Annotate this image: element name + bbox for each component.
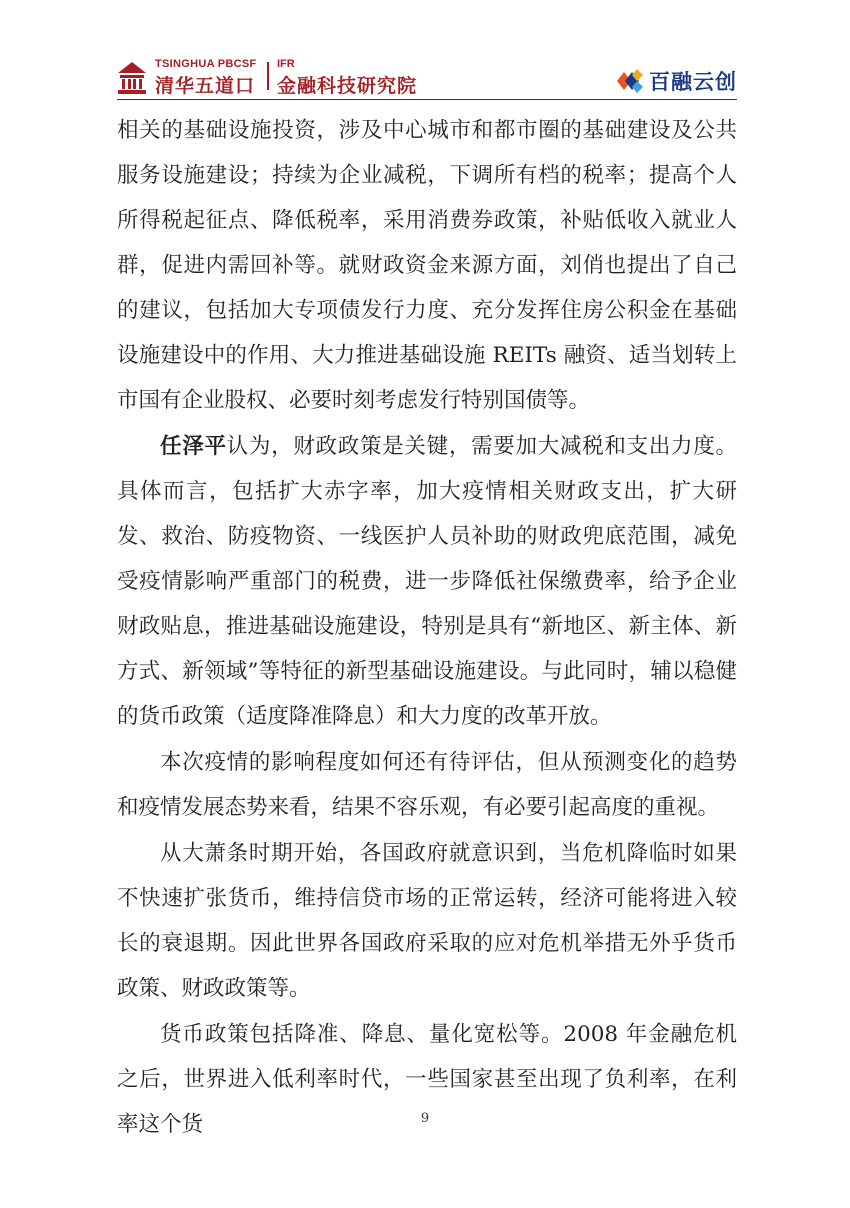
- ifr-logo-en: IFR: [277, 58, 295, 70]
- bairong-mark-icon: [615, 68, 645, 94]
- paragraph-text: 相关的基础设施投资，涉及中心城市和都市圈的基础建设及公共服务设施建设；持续为企业减税，下调所有档的税率；提高个人所得税起征点、降低税率，采用消费券政策，补贴低收入就业人群，促进内需回补等。就财政资金来源方面，刘俏也提出了自己的建议，包括加大专项债发行力度、充分发挥住房公积金在基础设施建设中的作用、大力推进基础设施 REITs 融资、适当划转上市国有企业股权、必要时刻考虑发行特别国债等。: [117, 118, 737, 413]
- paragraph-1: [117, 108, 737, 423]
- paragraph-text: 从大萧条时期开始，各国政府就意识到，当危机降临时如果不快速扩张货币，维持信贷市场的正常运转，经济可能将进入较长的衰退期。因此世界各国政府采取的应对危机举措无外乎货币政策、财政政策等。: [117, 841, 737, 1001]
- logo-text-en: TSINGHUA PBCSF: [155, 58, 257, 70]
- logo-divider: [267, 62, 269, 90]
- document-body: [117, 108, 737, 1148]
- bairong-logo: [615, 66, 737, 96]
- paragraph-2: [117, 424, 737, 739]
- page-number: 9: [420, 1111, 430, 1126]
- paragraph-3: [117, 740, 737, 830]
- bairong-logo-text: 百融云创: [649, 70, 737, 94]
- paragraph-text: 认为，财政政策是关键，需要加大减税和支出力度。具体而言，包括扩大赤字率，加大疫情相关财政支出，扩大研发、救治、防疫物资、一线医护人员补助的财政兜底范围，减免受疫情影响严重部门的税费，进一步降低社保缴费率，给予企业财政贴息，推进基础设施建设，特别是具有“新地区、新主体、新方式、新领域”等特征的新型基础设施建设。与此同时，辅以稳健的货币政策（适度降准降息）和大力度的改革开放。: [117, 434, 737, 729]
- header-divider: [117, 99, 737, 100]
- tsinghua-emblem-icon: [117, 61, 147, 95]
- logo-text-cn: 清华五道口: [155, 75, 256, 97]
- ifr-logo-cn: 金融科技研究院: [277, 75, 418, 97]
- bold-speaker-name: 任泽平: [160, 434, 227, 459]
- paragraph-5: [117, 1012, 737, 1147]
- paragraph-4: [117, 831, 737, 1011]
- paragraph-text: 本次疫情的影响程度如何还有待评估，但从预测变化的趋势和疫情发展态势来看，结果不容乐观，有必要引起高度的重视。: [117, 750, 737, 820]
- paragraph-text: 货币政策包括降准、降息、量化宽松等。2008 年金融危机之后，世界进入低利率时代，一些国家甚至出现了负利率，在利率这个货: [117, 1022, 737, 1137]
- page-header: [117, 56, 737, 102]
- tsinghua-pbcsf-logo: [117, 58, 153, 98]
